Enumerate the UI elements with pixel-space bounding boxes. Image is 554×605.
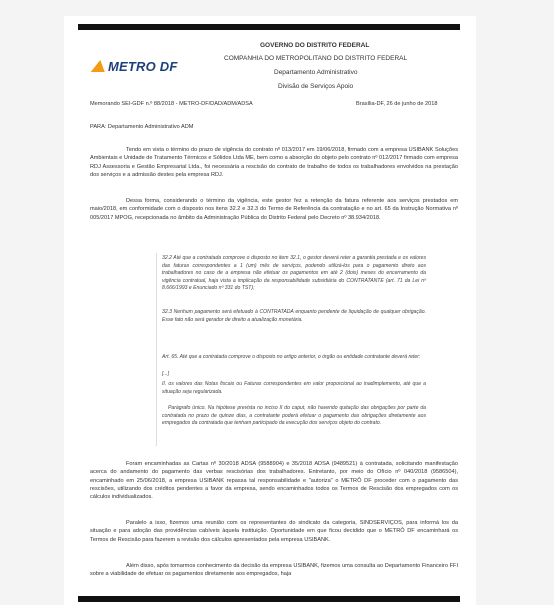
bottom-black-bar	[78, 596, 460, 602]
company-heading: COMPANHIA DO METROPOLITANO DO DISTRITO FEDERAL	[224, 55, 408, 62]
paragraph-5: Além disso, após tomarmos conhecimento da decisão da empresa USIBANK, fizemos uma consulta ao Departamento Financeiro FFI sobre a viabilidade de efetuar os pagamentos diretamente aos empregados, haja	[90, 563, 458, 578]
quote-art-65: Art. 65. Até que a contratada comprove o disposto no artigo anterior, o órgão ou entidade contratante deverá reter:	[162, 354, 421, 360]
quote-32-2: 32.2 Até que a contratada comprove o disposto no item 32.1, o gestor deverá reter a garantia prestada e os valores das faturas correspondentes a 1 (um) mês de serviços, podendo utilizá-los para o pagamento direto aos trabalhadores no caso de a empresa não efetuar os pagamentos em até 2 (dois) meses do encerramento da vigência contratual, haja vista a implicação da responsabilidade subsidiária do CONTRATANTE (art. 71 da Lei nº 8.666/1993 e Enunciado nº 331 do TST);	[162, 255, 426, 292]
logo-text: METRO DF	[108, 58, 178, 74]
dept-heading: Departamento Administrativo	[274, 69, 358, 76]
memo-ref: Memorando SEI-GDF n.º 88/2018 - METRO-DF/DAD/ADM/ADSA	[90, 101, 253, 107]
quote-block-2	[156, 352, 431, 446]
gov-heading: GOVERNO DO DISTRITO FEDERAL	[260, 42, 370, 49]
paragraph-1: Tendo em vista o término do prazo de vigência do contrato nº 013/2017 em 19/06/2018, firmado com a empresa USIBANK Soluções Ambientais e Unidade de Tratamento Térmicos e Sólidos Ltda ME, bem como a absorção do objeto pelo contrato nº 012/2017 firmado com empresa RDJ Assessoria e Gestão Empresarial Ltda., foi necessária a rescisão do contrato de trabalho de todos os trabalhadores envolvidos na prestação dos serviços e a admissão destes pela empresa RDJ.	[90, 147, 458, 178]
top-black-bar	[78, 24, 460, 30]
paragraph-3: Foram encaminhadas as Cartas nº 30/2018 ADSA (9588904) e 35/2018 ADSA (9489521) à contratada, solicitando manifestação acerca do andamento do pagamento das verbas rescisórias dos trabalhadores. Entretanto, por meio do Ofício nº 040/2018 (9586504), encaminhado em 25/06/2018, a empresa USIBANK repassa tal responsabilidade e "autoriza" o METRÔ DF proceder com o pagamento das rescisões, utilizando dos créditos pendentes a favor da empresa, sendo encaminhados todos os Termos de Rescisão dos empregados com os cálculos individualizados.	[90, 461, 458, 501]
quote-inciso-ii: II. os valores das Notas fiscais ou Faturas correspondentes em valor proporcional ao inadimplemento, até que a situação seja regularizada.	[162, 381, 426, 395]
quote-32-3: 32.3 Nenhum pagamento será efetuado à CONTRATADA enquanto pendente de liquidação de qualquer obrigação. Esse fato não será gerador de direito a atualização monetária.	[162, 309, 426, 323]
quote-paragrafo-unico: Parágrafo único. Na hipótese prevista no inciso II do caput, não havendo quitação das obrigações por parte da contratada no prazo de quinze dias, a contratante poderá efetuar o pagamento das obrigações diretamente aos empregados da contratada que tenham participado da execução dos serviços objeto do contrato.	[162, 405, 426, 427]
logo-triangle-icon	[91, 60, 108, 72]
paragraph-2: Dessa forma, considerando o término da vigência, este gestor fez a retenção da fatura referente aos serviços prestados em maio/2018, em conformidade com o disposto nos itens 32.2 e 32.3 do Termo de Referência da contratação e no art. 65 da Instrução Normativa nº 005/2017 MPOG, recepcionada no âmbito da Administração Pública do Distrito Federal pelo Decreto nº 38.934/2018.	[90, 198, 458, 221]
memo-recipient: PARA: Departamento Administrativo ADM	[90, 124, 194, 130]
quote-ellipsis: [...]	[162, 371, 170, 377]
memo-date: Brasília-DF, 26 de junho de 2018	[356, 101, 438, 107]
paragraph-4: Paralelo a isso, fizemos uma reunião com os representantes do sindicato da categoria, SINDSERVIÇOS, para informá los da situação e para adoção das providências cabíveis àquela instituição. Oportunidade em que ficou decidido que o METRÔ DF encaminhará os Termos de Rescisão para fazerem a revisão dos cálculos apresentados pela empresa USIBANK.	[90, 520, 458, 543]
metro-df-logo	[92, 58, 177, 74]
division-heading: Divisão de Serviços Apoio	[278, 83, 354, 90]
